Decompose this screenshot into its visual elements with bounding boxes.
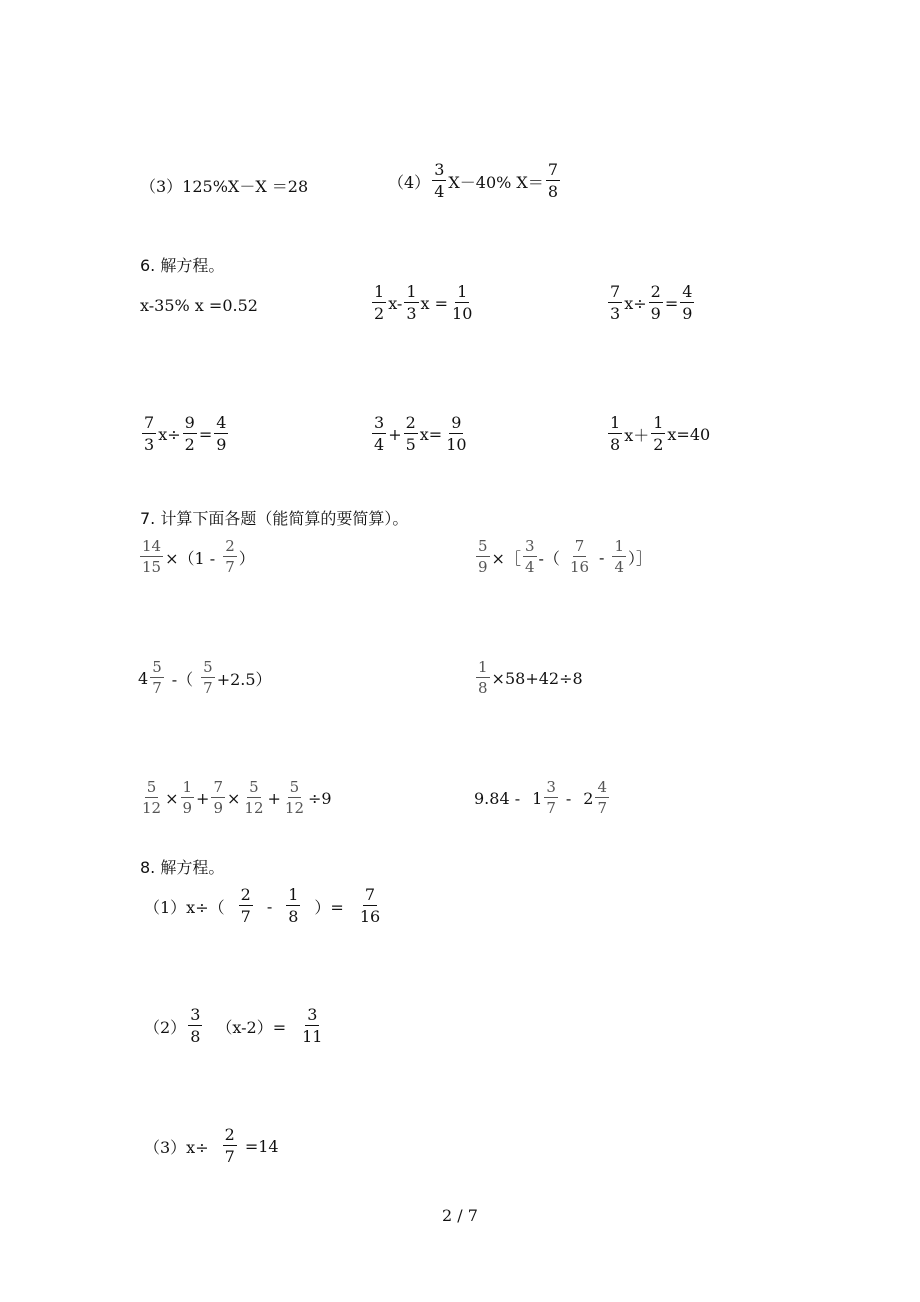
denominator: 3 (610, 304, 621, 323)
expression-text: 2 (583, 788, 594, 808)
expression-text: x-35% x =0.52 (140, 296, 258, 315)
numerator: 2 (224, 1125, 235, 1144)
denominator: 16 (569, 558, 590, 576)
page-number: 2 / 7 (442, 1206, 478, 1225)
numerator: 7 (574, 537, 585, 555)
expression-text: （1）x÷（ (144, 897, 225, 917)
denominator: 2 (184, 435, 195, 454)
denominator: 7 (224, 1147, 235, 1166)
section-heading: 8. 解方程。 (140, 858, 225, 877)
fraction (214, 415, 228, 453)
denominator: 9 (682, 304, 693, 323)
numerator: 7 (364, 885, 376, 904)
fraction (595, 780, 609, 816)
expression-text: ÷9 (308, 788, 332, 808)
denominator: 8 (610, 435, 621, 454)
denominator: 9 (182, 799, 193, 817)
denominator: 8 (478, 679, 488, 697)
fraction (150, 660, 164, 696)
expression-text: ×（1 - (165, 548, 216, 568)
denominator: 16 (359, 907, 381, 926)
denominator: 10 (452, 304, 473, 323)
expression-text: + (388, 424, 402, 444)
fraction (242, 780, 265, 816)
q6-eq-4 (140, 415, 230, 453)
q7-calc-5 (138, 780, 332, 816)
q8-eq-1 (144, 887, 384, 925)
fraction (183, 415, 197, 453)
numerator: 1 (288, 885, 299, 904)
denominator: 4 (524, 558, 535, 576)
denominator: 3 (144, 435, 155, 454)
expression-text: ×58+42÷8 (491, 668, 583, 688)
denominator: 4 (434, 182, 445, 201)
denominator: 7 (597, 799, 607, 817)
q6-eq-1 (140, 296, 258, 315)
numerator: 5 (249, 778, 259, 796)
expression-text: （2） (144, 1017, 187, 1037)
expression-text: × (165, 788, 179, 808)
numerator: 2 (405, 413, 416, 432)
denominator: 15 (142, 558, 162, 576)
fraction (372, 284, 386, 322)
numerator: 14 (142, 537, 162, 555)
equation-text: （3）125%X－X ＝28 (140, 177, 309, 196)
denominator: 4 (374, 435, 385, 454)
q6-eq-2 (370, 284, 476, 322)
numerator: 3 (524, 537, 535, 555)
fraction (404, 284, 418, 322)
numerator: 1 (406, 282, 417, 301)
fraction (283, 780, 306, 816)
numerator: 2 (240, 885, 251, 904)
numerator: 5 (289, 778, 300, 796)
expression-text: + (267, 788, 281, 808)
numerator: 1 (610, 413, 621, 432)
q8-title (140, 855, 224, 878)
fraction (608, 415, 622, 453)
expression-text: x=40 (667, 424, 711, 444)
fraction (286, 887, 300, 925)
expression-text: 1 (532, 788, 543, 808)
expression-text: = (664, 293, 679, 313)
expression-text: （3）x÷ (144, 1137, 209, 1157)
fraction (372, 415, 386, 453)
fraction (476, 539, 490, 575)
denominator: 8 (190, 1027, 201, 1046)
fraction (358, 887, 382, 925)
section-heading: 7. 计算下面各题（能简算的要简算）。 (140, 509, 409, 528)
q8-eq-2 (144, 1007, 326, 1045)
denominator: 12 (284, 799, 304, 817)
denominator: 7 (240, 907, 251, 926)
denominator: 8 (288, 907, 299, 926)
fraction (523, 539, 537, 575)
expression-text: -（ (171, 669, 194, 689)
numerator: 7 (213, 778, 223, 796)
numerator: 3 (190, 1005, 201, 1024)
numerator: 4 (216, 413, 227, 432)
expression-text: = (198, 424, 213, 444)
numerator: 5 (203, 658, 213, 676)
denominator: 3 (406, 304, 417, 323)
fraction (444, 415, 468, 453)
fraction (201, 660, 215, 696)
fraction (612, 539, 626, 575)
numerator: 5 (478, 537, 488, 555)
q5-item-3 (140, 174, 308, 197)
fraction (223, 1127, 237, 1165)
numerator: 7 (547, 160, 558, 179)
numerator: 1 (374, 282, 385, 301)
q7-calc-6 (474, 780, 611, 816)
q7-calc-1 (138, 539, 255, 575)
fraction (651, 415, 665, 453)
denominator: 2 (653, 435, 664, 454)
expression-text: 4 (138, 668, 149, 688)
numerator: 2 (225, 537, 235, 555)
expression-text: +2.5） (216, 669, 272, 689)
expression-text: x÷ (624, 293, 647, 313)
denominator: 9 (213, 799, 223, 817)
denominator: 7 (225, 558, 235, 576)
expression-text: x = (420, 293, 449, 313)
numerator: 3 (546, 778, 556, 796)
denominator: 4 (614, 558, 624, 576)
fraction (181, 780, 195, 816)
numerator: 1 (614, 537, 624, 555)
section-heading: 6. 解方程。 (140, 256, 225, 275)
denominator: 9 (216, 435, 227, 454)
fraction (450, 284, 474, 322)
fraction (608, 284, 622, 322)
numerator: 4 (597, 778, 607, 796)
expression-text: ×［ (491, 548, 521, 568)
numerator: 1 (457, 282, 468, 301)
item-label: （4） (388, 172, 431, 192)
expression-text: - (266, 896, 273, 916)
expression-text: - (599, 547, 605, 567)
expression-text: （x-2）= (216, 1017, 287, 1037)
expression-text: × (227, 788, 241, 808)
fraction (239, 887, 253, 925)
numerator: 9 (451, 413, 462, 432)
equation-text: X－40% X＝ (448, 172, 544, 192)
expression-text: ）= (314, 897, 344, 917)
q7-calc-4 (474, 660, 583, 696)
fraction (544, 780, 558, 816)
expression-text: -（ (538, 548, 560, 568)
denominator: 12 (142, 799, 162, 817)
denominator: 10 (446, 435, 467, 454)
numerator: 1 (478, 658, 488, 676)
numerator: 3 (434, 160, 445, 179)
numerator: 7 (610, 282, 621, 301)
fraction (546, 162, 560, 200)
fraction (680, 284, 694, 322)
fraction (140, 780, 163, 816)
expression-text: - (565, 788, 572, 808)
expression-text: ） (238, 548, 255, 568)
numerator: 3 (307, 1005, 318, 1024)
numerator: 3 (374, 413, 385, 432)
denominator: 11 (302, 1027, 323, 1046)
q6-eq-6 (606, 415, 710, 453)
fraction (142, 415, 156, 453)
expression-text: + (196, 788, 210, 808)
fraction (140, 539, 163, 575)
fraction (568, 539, 591, 575)
denominator: 7 (203, 679, 213, 697)
expression-text: x= (419, 424, 443, 444)
numerator: 5 (146, 778, 157, 796)
expression-text: ）］ (627, 548, 652, 568)
denominator: 8 (547, 182, 558, 201)
fraction (404, 415, 418, 453)
q5-item-4 (388, 162, 562, 200)
fraction (188, 1007, 202, 1045)
expression-text: 9.84 - (474, 788, 521, 808)
numerator: 2 (650, 282, 661, 301)
fraction (432, 162, 446, 200)
expression-text: x＋ (624, 425, 650, 445)
denominator: 7 (152, 679, 162, 697)
denominator: 9 (478, 558, 488, 576)
q8-eq-3 (144, 1127, 279, 1165)
q7-title (140, 506, 408, 529)
fraction (211, 780, 225, 816)
numerator: 1 (182, 778, 193, 796)
denominator: 2 (374, 304, 385, 323)
fraction (223, 539, 237, 575)
expression-text: x÷ (158, 424, 181, 444)
numerator: 9 (184, 413, 195, 432)
numerator: 5 (152, 658, 162, 676)
denominator: 12 (244, 799, 264, 817)
fraction (476, 660, 490, 696)
numerator: 4 (682, 282, 693, 301)
denominator: 9 (650, 304, 661, 323)
q6-eq-3 (606, 284, 696, 322)
denominator: 7 (546, 799, 556, 817)
fraction (649, 284, 663, 322)
denominator: 5 (405, 435, 416, 454)
q6-title (140, 253, 224, 276)
expression-text: x- (388, 293, 403, 313)
q7-calc-3 (138, 660, 272, 696)
numerator: 1 (653, 413, 664, 432)
numerator: 7 (144, 413, 155, 432)
expression-text: =14 (244, 1136, 279, 1156)
q6-eq-5 (370, 415, 471, 453)
q7-calc-2 (474, 539, 652, 575)
fraction (300, 1007, 324, 1045)
